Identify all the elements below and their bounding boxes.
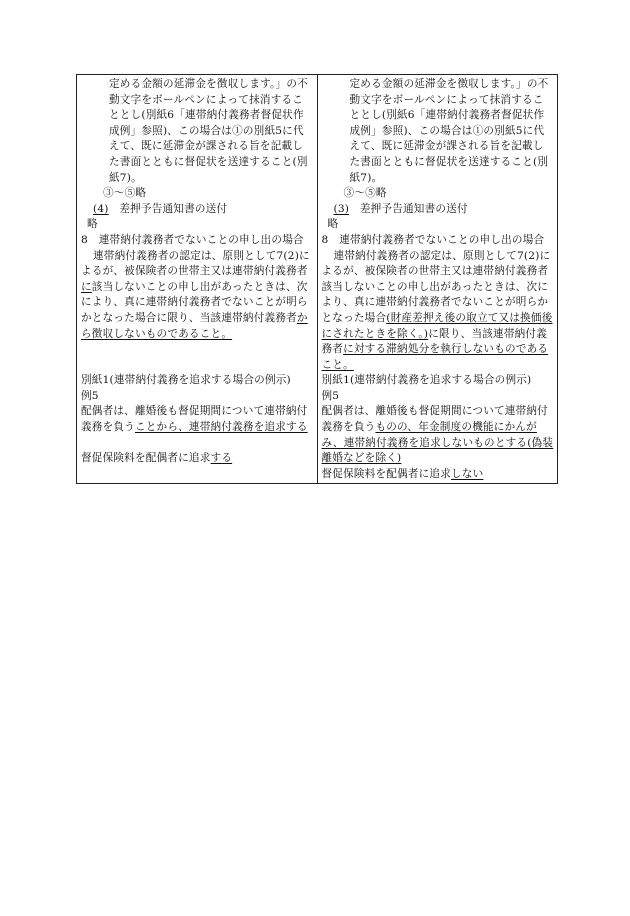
- example-last-line: [81, 451, 314, 467]
- section-3-body: 略: [327, 218, 339, 231]
- body-text: 督促保険料を配偶者に追求: [81, 452, 211, 465]
- section-8-body: [81, 249, 314, 343]
- section-4-heading: [81, 202, 314, 218]
- section-title: 差押予告通知書の送付: [359, 202, 468, 215]
- underlined-text: ことから、連帯納付義務を追求する: [134, 420, 308, 433]
- body-text: 配偶者は、離婚後も督促期間について連帯納付義務を負う: [321, 405, 548, 434]
- section-title: 差押予告通知書の送付: [119, 202, 228, 215]
- item-continuation-text: 定める金額の延滞金を徴収します。」の不動文字をボールペンによって抹消することとし(別紙6「連帯納付義務者督促状作成例」参照)、この場合は①の別紙5に代えて、既に延滞金が課される旨を記載した書面とともに督促状を送達すること(別紙7)。: [349, 78, 549, 184]
- section-number: (4): [93, 202, 109, 215]
- section-8-body: [322, 249, 555, 374]
- example-text: [81, 404, 314, 435]
- omitted-items: ③〜⑤略: [103, 187, 147, 200]
- underlined-text: から徴収しないものであること。: [81, 311, 308, 340]
- annex-title: 別紙1(連帯納付義務を追求する場合の例示): [81, 374, 291, 387]
- section-number: (3): [333, 202, 350, 215]
- example-label: 例5: [81, 389, 99, 402]
- body-text: 督促保険料を配偶者に追求: [321, 467, 452, 480]
- body-text: に限り、当該連帯納付義務者: [321, 327, 547, 356]
- section-8-heading: 8 連帯納付義務者でないことの申し出の場合: [321, 233, 545, 246]
- example-label: 例5: [321, 389, 340, 402]
- left-column-cell: [77, 75, 318, 484]
- body-text: 連帯納付義務者の認定は、原則として7(2)によるが、被保険者の世帯主又は連帯納付義務者該当しないことの申し出があったときは、次により、真に連帯納付義務者でないことが明らかとなった場合: [321, 249, 551, 324]
- section-3-heading: [322, 202, 555, 218]
- example-last-line: [322, 467, 555, 483]
- underlined-text: ものの、年金制度の機能にかんがみ、連帯納付義務を追求しないものとする(偽装離婚などを除く): [321, 421, 554, 465]
- underlined-text: (財産差押え後の取立て又は換価後にされたときを除く。): [321, 311, 553, 340]
- comparison-table: [76, 74, 558, 484]
- underlined-text: しない: [451, 467, 484, 480]
- right-column-cell: [317, 75, 558, 484]
- example-text: [322, 404, 555, 466]
- omitted-items: ③〜⑤略: [343, 187, 387, 200]
- section-8-heading: 8 連帯納付義務者でないことの申し出の場合: [81, 233, 304, 246]
- annex-title: 別紙1(連帯納付義務を追求する場合の例示): [321, 374, 532, 387]
- underlined-text: に対する滞納処分を執行しないものであること。: [321, 343, 549, 371]
- table-row: [77, 75, 558, 484]
- underlined-text: する: [210, 452, 233, 465]
- underlined-text: に: [81, 280, 92, 293]
- body-text: 配偶者は、離婚後も督促期間について連帯納付義務を負う: [81, 405, 308, 433]
- body-text: 該当しないことの申し出があったときは、次により、真に連帯納付義務者でないことが明らかとなった場合に限り、当該連帯納付義務者: [81, 280, 308, 324]
- section-4-body: 略: [87, 218, 98, 231]
- body-text: 連帯納付義務者の認定は、原則として7(2)によるが、被保険者の世帯主又は連帯納付義務者: [81, 249, 310, 278]
- item-continuation-text: 定める金額の延滞金を徴収します。」の不動文字をボールペンによって抹消することとし(別紙6「連帯納付義務者督促状作成例」参照)、この場合は①の別紙5に代えて、既に延滞金が課される旨を記載した書面とともに督促状を送達すること(別紙7)。: [109, 78, 308, 184]
